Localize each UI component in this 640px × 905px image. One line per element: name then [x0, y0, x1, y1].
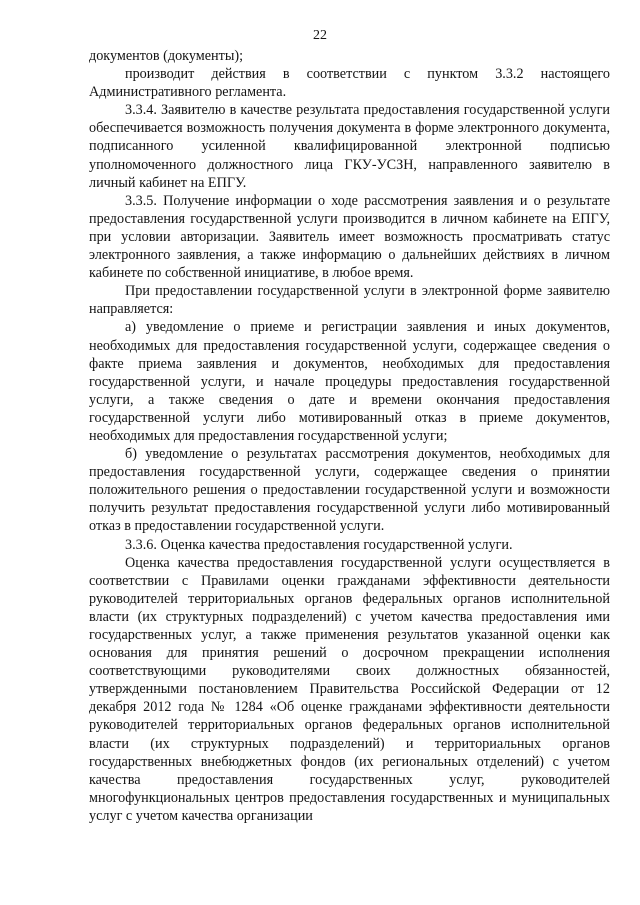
- paragraph-3-3-6-heading: 3.3.6. Оценка качества предоставления государственной услуги.: [125, 536, 513, 553]
- paragraph-continuation: документов (документы);: [89, 48, 244, 64]
- page-number: 22: [313, 28, 327, 43]
- paragraph-3-3-4: 3.3.4. Заявителю в качестве результата предоставления государственной услуги обеспечивается возможность получения документа в форме электронного документа, подписанного усиленной квалифицированной электронной подписью уполномоченного должностного лица ГКУ-УСЗН, направленного заявителю в личный кабинет на ЕПГУ.: [89, 102, 610, 191]
- paragraph-quality-assessment: Оценка качества предоставления государственной услуги осуществляется в соответствии с Правилами оценки гражданами эффективности деятельности руководителей территориальных органов федеральных органов исполнительной власти (их структурных подразделений) с учетом качества предоставления ими государственных услуг, а также применения результатов указанной оценки как основания для принятия решений о досрочном прекращении исполнения соответствующими руководителями своих должностных обязанностей, утвержденными постановлением Правительства Российской Федерации от 12 декабря 2012 года № 1284 «Об оценке гражданами эффективности деятельности руководителей территориальных органов федеральных органов исполнительной власти (их структурных подразделений) и территориальных органов государственных внебюджетных фондов (их региональных отделений) с учетом качества предоставления государственных услуг, руководителей многофункциональных центров предоставления государственных и муниципальных услуг с учетом качества организации: [89, 554, 610, 824]
- list-item-b: б) уведомление о результатах рассмотрения документов, необходимых для предоставления государственной услуги, содержащее сведения о принятии положительного решения о предоставлении государственной услуги и возможности получить результат предоставления государственной услуги либо мотивированный отказ в предоставлении государственной услуги.: [89, 446, 610, 535]
- paragraph-notifications-intro: При предоставлении государственной услуги в электронной форме заявителю направляется:: [89, 283, 610, 318]
- paragraph-action: производит действия в соответствии с пунктом 3.3.2 настоящего Административного регламента.: [89, 66, 610, 101]
- list-item-a: а) уведомление о приеме и регистрации заявления и иных документов, необходимых для предоставления государственной услуги, содержащее сведения о факте приема заявления и документов, необходимых для предоставления государственной услуги, и начале процедуры предоставления государственной услуги, а также сведения о дате и времени окончания предоставления государственной услуги либо мотивированный отказ в приеме документов, необходимых для предоставления государственной услуги;: [89, 319, 610, 444]
- document-body: [89, 47, 610, 825]
- paragraph-3-3-5: 3.3.5. Получение информации о ходе рассмотрения заявления и о результате предоставления государственной услуги производится в личном кабинете на ЕПГУ, при условии авторизации. Заявитель имеет возможность просматривать статус электронного заявления, а также информацию о дальнейших действиях в личном кабинете по собственной инициативе, в любое время.: [89, 192, 610, 282]
